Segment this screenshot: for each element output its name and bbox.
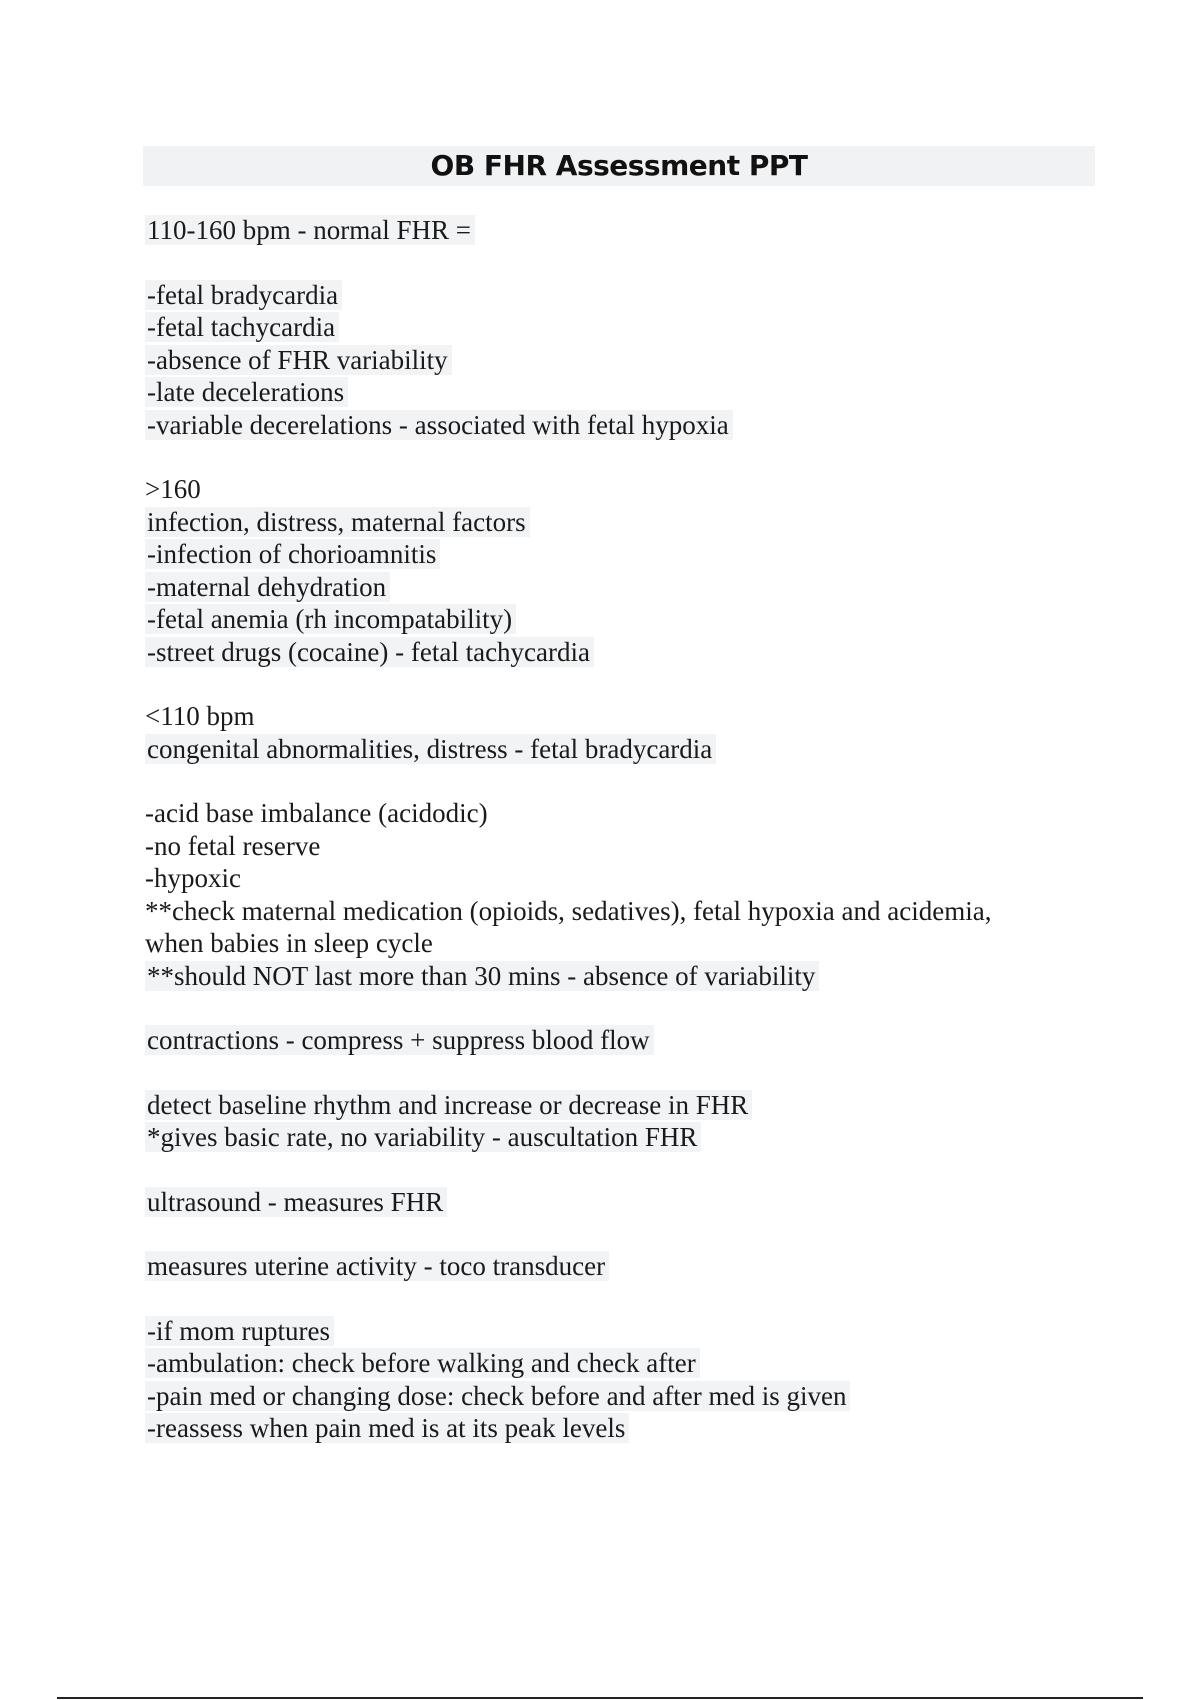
- section-auscultation: [145, 1089, 1095, 1154]
- section-contractions: [145, 1024, 1095, 1057]
- title-bar: [143, 146, 1095, 186]
- list-item: -absence of FHR variability: [145, 344, 1095, 377]
- list-item: **check maternal medication (opioids, sedatives), fetal hypoxia and acidemia,: [145, 895, 992, 926]
- list-item: -fetal bradycardia: [145, 279, 1095, 312]
- list-item: -acid base imbalance (acidodic): [145, 798, 488, 828]
- text-line: measures uterine activity - toco transducer: [145, 1250, 1095, 1283]
- list-item: -infection of chorioamnitis: [145, 538, 1095, 571]
- section-fhr-abnormalities: [145, 279, 1095, 442]
- list-item: -variable decerelations - associated with fetal hypoxia: [145, 409, 1095, 442]
- list-item: -no fetal reserve: [145, 830, 321, 861]
- section-bradycardia: [145, 700, 1095, 765]
- section-ultrasound: [145, 1186, 1095, 1219]
- list-item: -ambulation: check before walking and check after: [145, 1347, 1095, 1380]
- section-heading: >160: [145, 474, 201, 504]
- list-item: -if mom ruptures: [145, 1315, 1095, 1348]
- document-title: OB FHR Assessment PPT: [430, 149, 808, 182]
- text-line: *gives basic rate, no variability - auscultation FHR: [145, 1121, 1095, 1154]
- list-item: congenital abnormalities, distress - fetal bradycardia: [145, 733, 1095, 766]
- section-heading: <110 bpm: [145, 701, 255, 731]
- list-item: infection, distress, maternal factors: [145, 506, 1095, 539]
- text-line: ultrasound - measures FHR: [145, 1186, 1095, 1219]
- footer-divider: [57, 1697, 1143, 1699]
- list-item: -late decelerations: [145, 376, 1095, 409]
- section-toco: [145, 1250, 1095, 1283]
- text-line: contractions - compress + suppress blood flow: [145, 1024, 1095, 1057]
- list-item: -fetal tachycardia: [145, 311, 1095, 344]
- section-when-to-assess: [145, 1315, 1095, 1445]
- list-item: when babies in sleep cycle: [145, 928, 433, 958]
- section-tachycardia: [145, 473, 1095, 668]
- list-item: -maternal dehydration: [145, 571, 1095, 604]
- section-variability: [145, 797, 1095, 992]
- list-item: -pain med or changing dose: check before and after med is given: [145, 1380, 1095, 1413]
- text-line: detect baseline rhythm and increase or decrease in FHR: [145, 1089, 1095, 1122]
- list-item: -hypoxic: [145, 863, 241, 893]
- section-normal-fhr: [145, 214, 1095, 247]
- list-item: -fetal anemia (rh incompatability): [145, 603, 1095, 636]
- list-item: -street drugs (cocaine) - fetal tachycardia: [145, 636, 1095, 669]
- text-line: 110-160 bpm - normal FHR =: [145, 214, 1095, 247]
- list-item: **should NOT last more than 30 mins - absence of variability: [145, 960, 1095, 993]
- document-body: [145, 214, 1095, 1445]
- list-item: -reassess when pain med is at its peak levels: [145, 1412, 1095, 1445]
